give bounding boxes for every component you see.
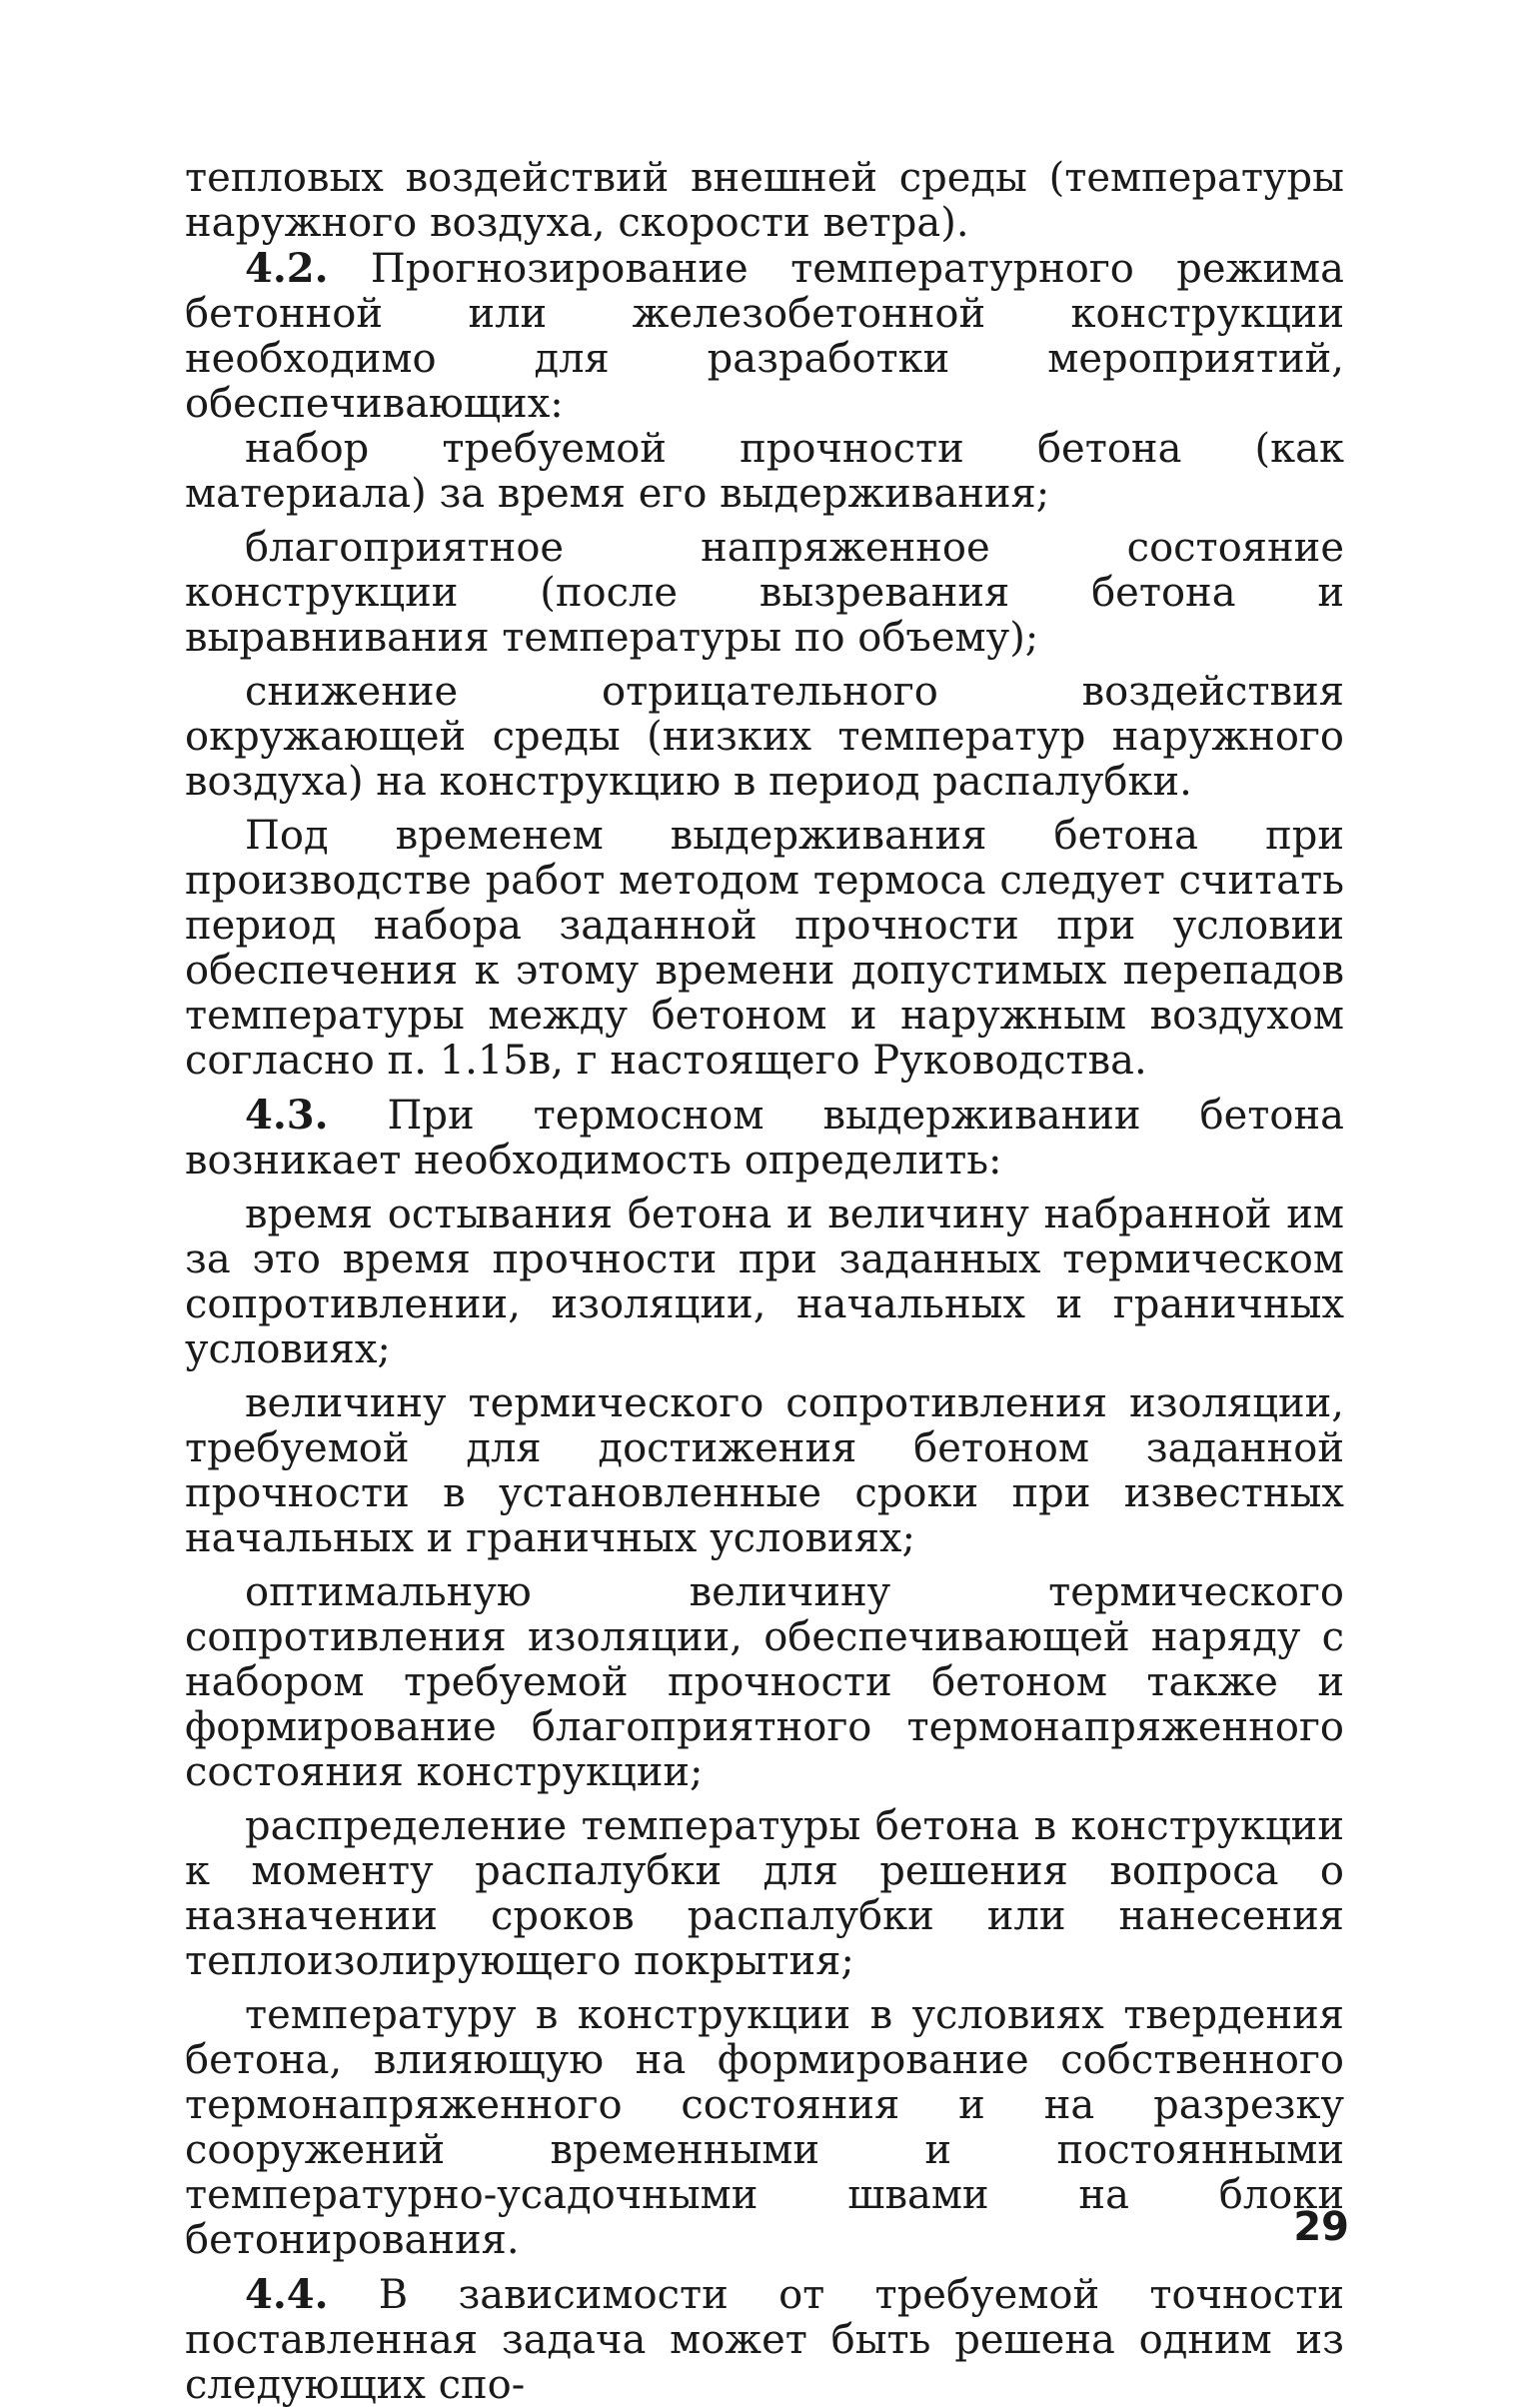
list-item: оптимальную величину термического сопротивления изоляции, обеспечивающей наряду с набором требуемой прочности бетоном также и формирование благоприятного термонапряженного состояния конструкции;: [185, 1569, 1344, 1795]
list-item: снижение отрицательного воздействия окружающей среды (низких температур наружного воздуха) на конструкцию в период распалубки.: [185, 669, 1344, 805]
paragraph: тепловых воздействий внешней среды (температуры наружного воздуха, скорости ветра).: [185, 155, 1344, 246]
list-item: температуру в конструкции в условиях твердения бетона, влияющую на формирование собственного термонапряженного состояния и на разрезку сооружений временными и постоянными температурно-усадочными швами на блоки бетонирования.: [185, 1992, 1344, 2263]
clause-number: 4.3.: [245, 1092, 329, 1139]
body-text: [185, 156, 1344, 2408]
clause-number: 4.2.: [245, 245, 329, 292]
paragraph-4-2: 4.2. Прогнозирование температурного режима бетонной или железобетонной конструкции необходимо для разработки мероприятий, обеспечивающих:: [185, 245, 1344, 427]
list-item: набор требуемой прочности бетона (как материала) за время его выдерживания;: [185, 426, 1344, 517]
page-number: 29: [1293, 2204, 1349, 2250]
paragraph-4-3: 4.3. При термосном выдерживании бетона возникает необходимость определить:: [185, 1092, 1344, 1184]
list-item: величину термического сопротивления изоляции, требуемой для достижения бетоном заданной прочности в установленные сроки при известных начальных и граничных условиях;: [185, 1380, 1344, 1561]
list-item: распределение температуры бетона в конструкции к моменту распалубки для решения вопроса о назначении сроков распалубки или нанесения теплоизолирующего покрытия;: [185, 1803, 1344, 1984]
paragraph: Под временем выдерживания бетона при производстве работ методом термоса следует считать период набора заданной прочности при условии обеспечения к этому времени допустимых перепадов температуры между бетоном и наружным воздухом согласно п. 1.15в, г настоящего Руководства.: [185, 813, 1344, 1084]
list-item: благоприятное напряженное состояние конструкции (после вызревания бетона и выравнивания температуры по объему);: [185, 525, 1344, 661]
paragraph-4-4: 4.4. В зависимости от требуемой точности поставленная задача может быть решена одним из следующих спо-: [185, 2271, 1344, 2408]
list-item: время остывания бетона и величину набранной им за это время прочности при заданных термическом сопротивлении, изоляции, начальных и граничных условиях;: [185, 1192, 1344, 1372]
clause-number: 4.4.: [245, 2271, 329, 2318]
